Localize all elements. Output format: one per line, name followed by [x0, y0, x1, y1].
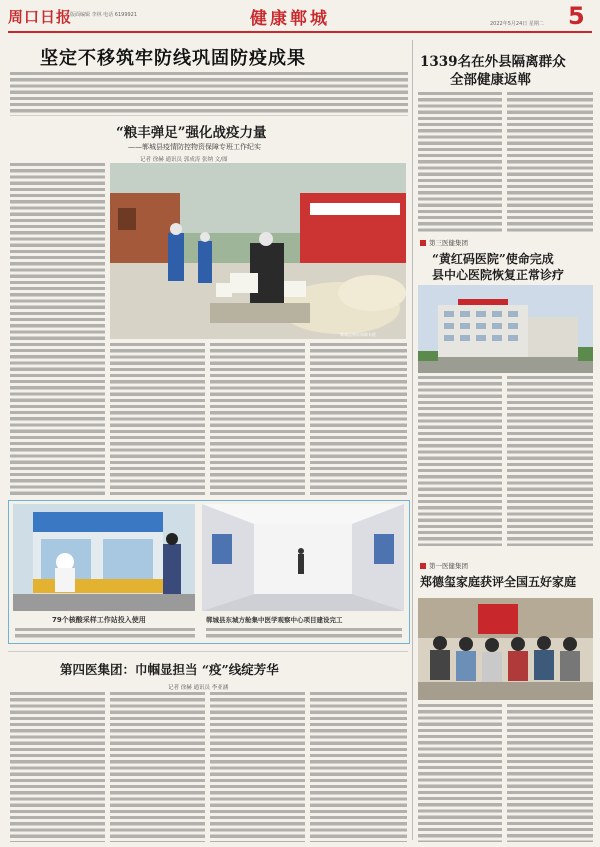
grain-byline: 记者 徐赫 通讯员 郭成涛 张纳 文/图 — [140, 157, 228, 163]
sampling-station-photo — [13, 504, 195, 611]
grain-col1 — [110, 343, 205, 498]
fourth-hospital-title: 第四医集团：巾帼显担当 “疫”线绽芳华 — [60, 662, 279, 677]
fourth-col4 — [310, 692, 407, 842]
fourth-top-rule — [8, 651, 408, 652]
main-headline: 坚定不移筑牢防线巩固防疫成果 — [40, 48, 306, 69]
first-hospital-kicker-text: 第一医健集团 — [429, 562, 468, 570]
grain-col3 — [310, 343, 407, 498]
photo-caption-1: 79个核酸采样工作站投入使用 — [52, 616, 146, 624]
isolation-col2 — [507, 92, 593, 232]
family-photo — [418, 598, 593, 700]
kicker-marker — [420, 563, 426, 569]
kicker-marker — [420, 240, 426, 246]
first-col1 — [418, 704, 502, 842]
grain-col2 — [210, 343, 305, 498]
third-hospital-kicker-text: 第三医健集团 — [429, 239, 468, 247]
photo-caption-2-text — [206, 628, 402, 640]
first-col2 — [507, 704, 593, 842]
intro-text — [10, 72, 408, 116]
photo-caption-2: 郸城县东城方舱集中医学观察中心项目建设完工 — [206, 616, 343, 624]
grain-photo — [110, 163, 406, 339]
hospital-building-photo — [418, 285, 593, 373]
third-hospital-title-1: “黄红码医院”使命完成 — [432, 252, 554, 266]
fourth-col3 — [210, 692, 305, 842]
third-hospital-title-2: 县中心医院恢复正常诊疗 — [432, 268, 565, 282]
first-hospital-title: 郑德玺家庭获评全国五好家庭 — [420, 575, 577, 589]
fangcang-photo — [202, 504, 404, 611]
masthead-info: 版面编辑 李林 电话 6199921 — [70, 12, 138, 18]
isolation-title-2: 全部健康返郸 — [450, 72, 531, 88]
third-col1 — [418, 376, 502, 546]
grain-left-text — [10, 163, 105, 498]
first-hospital-kicker — [420, 561, 468, 570]
fourth-col1 — [10, 692, 105, 842]
third-hospital-kicker — [420, 238, 468, 247]
masthead-rule — [8, 31, 592, 33]
grain-subtitle: ——郸城县疫情防控物资保障专班工作纪实 — [128, 143, 261, 151]
photo-caption-1-text — [15, 628, 195, 640]
column-divider — [412, 40, 413, 840]
masthead-logo: 周口日报 — [8, 8, 73, 26]
section-title: 健康郸城 — [250, 9, 330, 29]
grain-title: “粮丰弹足”强化战疫力量 — [116, 125, 267, 141]
page-number: 5 — [568, 2, 585, 30]
fourth-col2 — [110, 692, 205, 842]
masthead-date: 2022年5月24日 星期二 — [490, 21, 544, 27]
isolation-title: 1339名在外县隔离群众 — [420, 54, 566, 70]
grain-photo-credit: 郸城县物资保障专班 — [340, 332, 376, 337]
third-col2 — [507, 376, 593, 546]
isolation-col1 — [418, 92, 502, 232]
fourth-hospital-byline: 记者 徐赫 通讯员 李亚涵 — [168, 685, 229, 691]
